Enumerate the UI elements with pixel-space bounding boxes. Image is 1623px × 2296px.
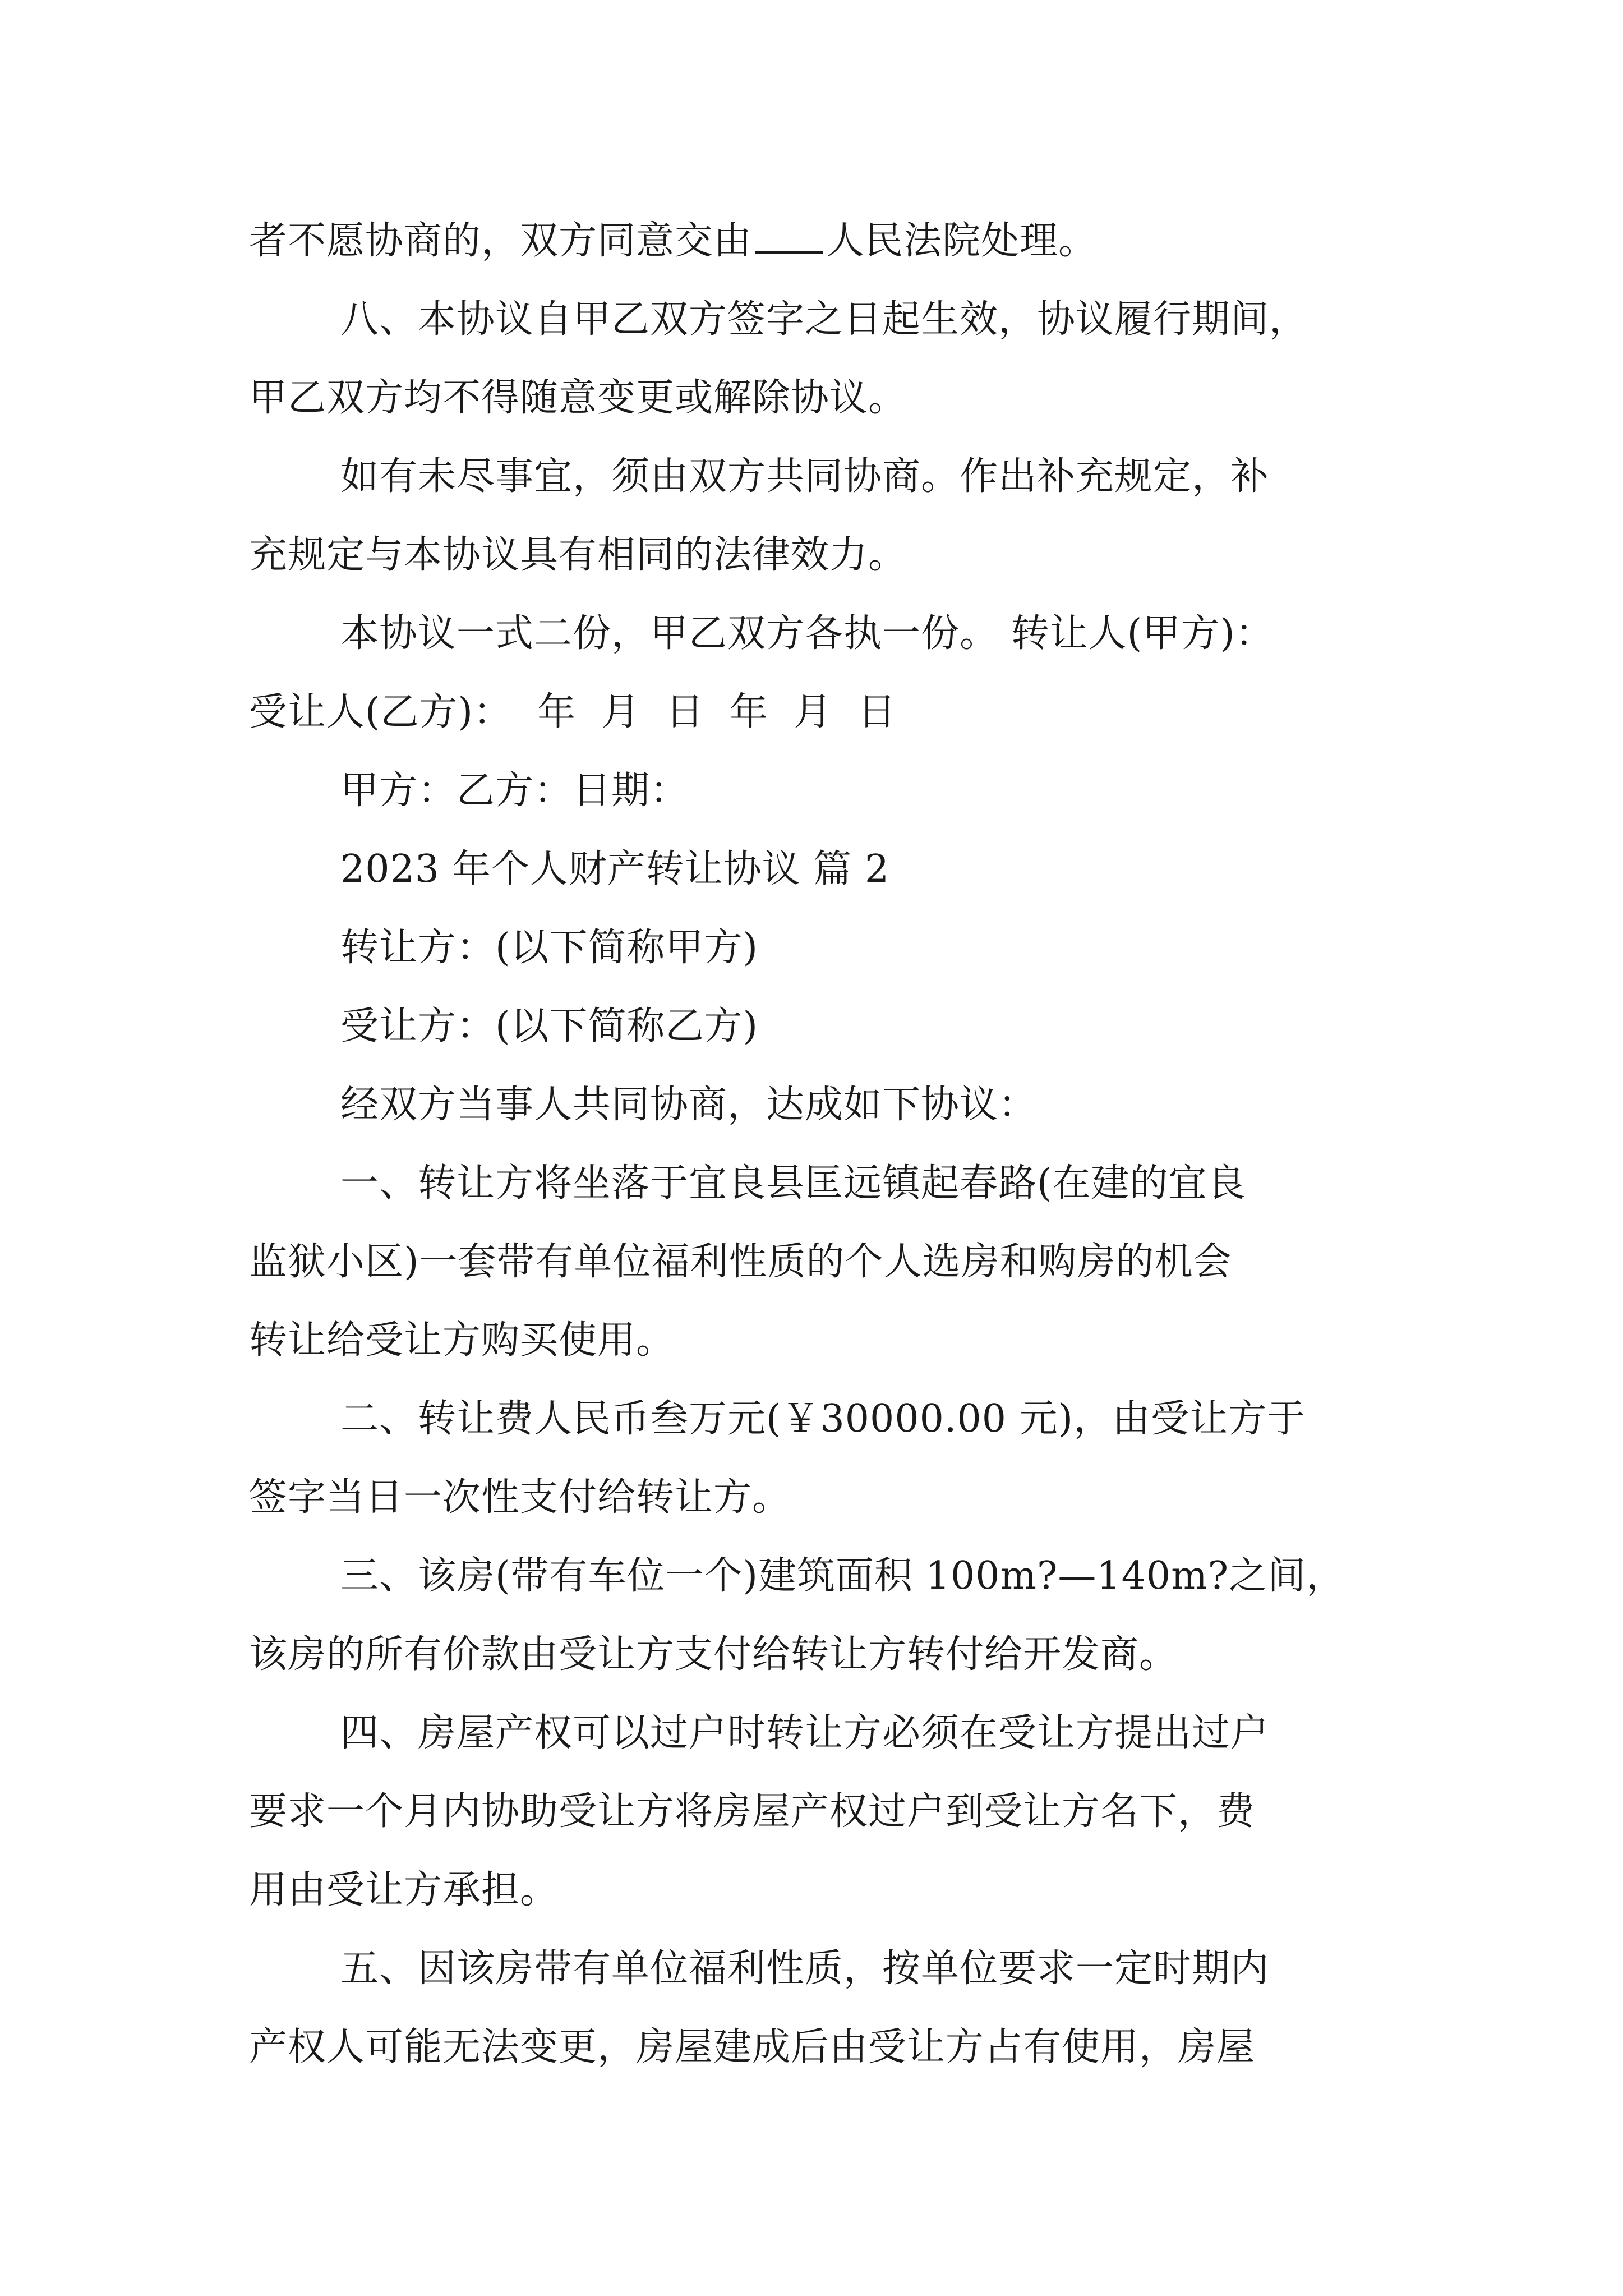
paragraph-line: 三、该房(带有车位一个)建筑面积 100m?—140m?之间，	[340, 1554, 1345, 1598]
paragraph-line: 转让方：(以下简称甲方)	[340, 926, 759, 970]
paragraph-line: 四、房屋产权可以过户时转让方必须在受让方提出过户	[340, 1711, 1270, 1755]
paragraph-line: 甲乙双方均不得随意变更或解除协议。	[249, 376, 907, 420]
paragraph-line: 用由受让方承担。	[249, 1868, 559, 1912]
paragraph-line: 如有未尽事宜，须由双方共同协商。作出补充规定，补	[340, 454, 1270, 499]
paragraph-line: 经双方当事人共同协商，达成如下协议：	[340, 1083, 1038, 1127]
line-text: 者不愿协商的，双方同意交由	[249, 219, 753, 263]
paragraph-line: 甲方：乙方：日期：	[340, 769, 689, 813]
paragraph-line: 二、转让费人民币叁万元(￥30000.00 元)，由受让方于	[340, 1397, 1306, 1441]
paragraph-line: 产权人可能无法变更，房屋建成后由受让方占有使用，房屋	[249, 2025, 1256, 2069]
paragraph-line: 受让方：(以下简称乙方)	[340, 1004, 759, 1048]
document-body	[249, 202, 1387, 2087]
paragraph-line: 签字当日一次性支付给转让方。	[249, 1475, 791, 1520]
paragraph-line	[249, 202, 1387, 280]
paragraph-line: 八、本协议自甲乙双方签字之日起生效，协议履行期间，	[340, 297, 1308, 342]
paragraph-line: 要求一个月内协助受让方将房屋产权过户到受让方名下，费	[249, 1789, 1256, 1834]
paragraph-line: 该房的所有价款由受让方支付给转让方转付给开发商。	[249, 1632, 1178, 1677]
line-text: 人民法院处理。	[826, 219, 1098, 263]
paragraph-line: 受让人(乙方)： 年 月 日 年 月 日	[249, 690, 897, 734]
paragraph-line: 转让给受让方购买使用。	[249, 1318, 675, 1363]
section-heading: 2023 年个人财产转让协议 篇 2	[340, 847, 890, 891]
fill-in-blank	[755, 218, 823, 254]
paragraph-line: 监狱小区)一套带有单位福利性质的个人选房和购房的机会	[249, 1240, 1232, 1284]
paragraph-line: 本协议一式二份，甲乙双方各执一份。 转让人(甲方)：	[340, 611, 1274, 656]
paragraph-line: 充规定与本协议具有相同的法律效力。	[249, 533, 907, 577]
paragraph-line: 五、因该房带有单位福利性质，按单位要求一定时期内	[340, 1947, 1270, 1991]
paragraph-line: 一、转让方将坐落于宜良县匡远镇起春路(在建的宜良	[340, 1161, 1246, 1205]
